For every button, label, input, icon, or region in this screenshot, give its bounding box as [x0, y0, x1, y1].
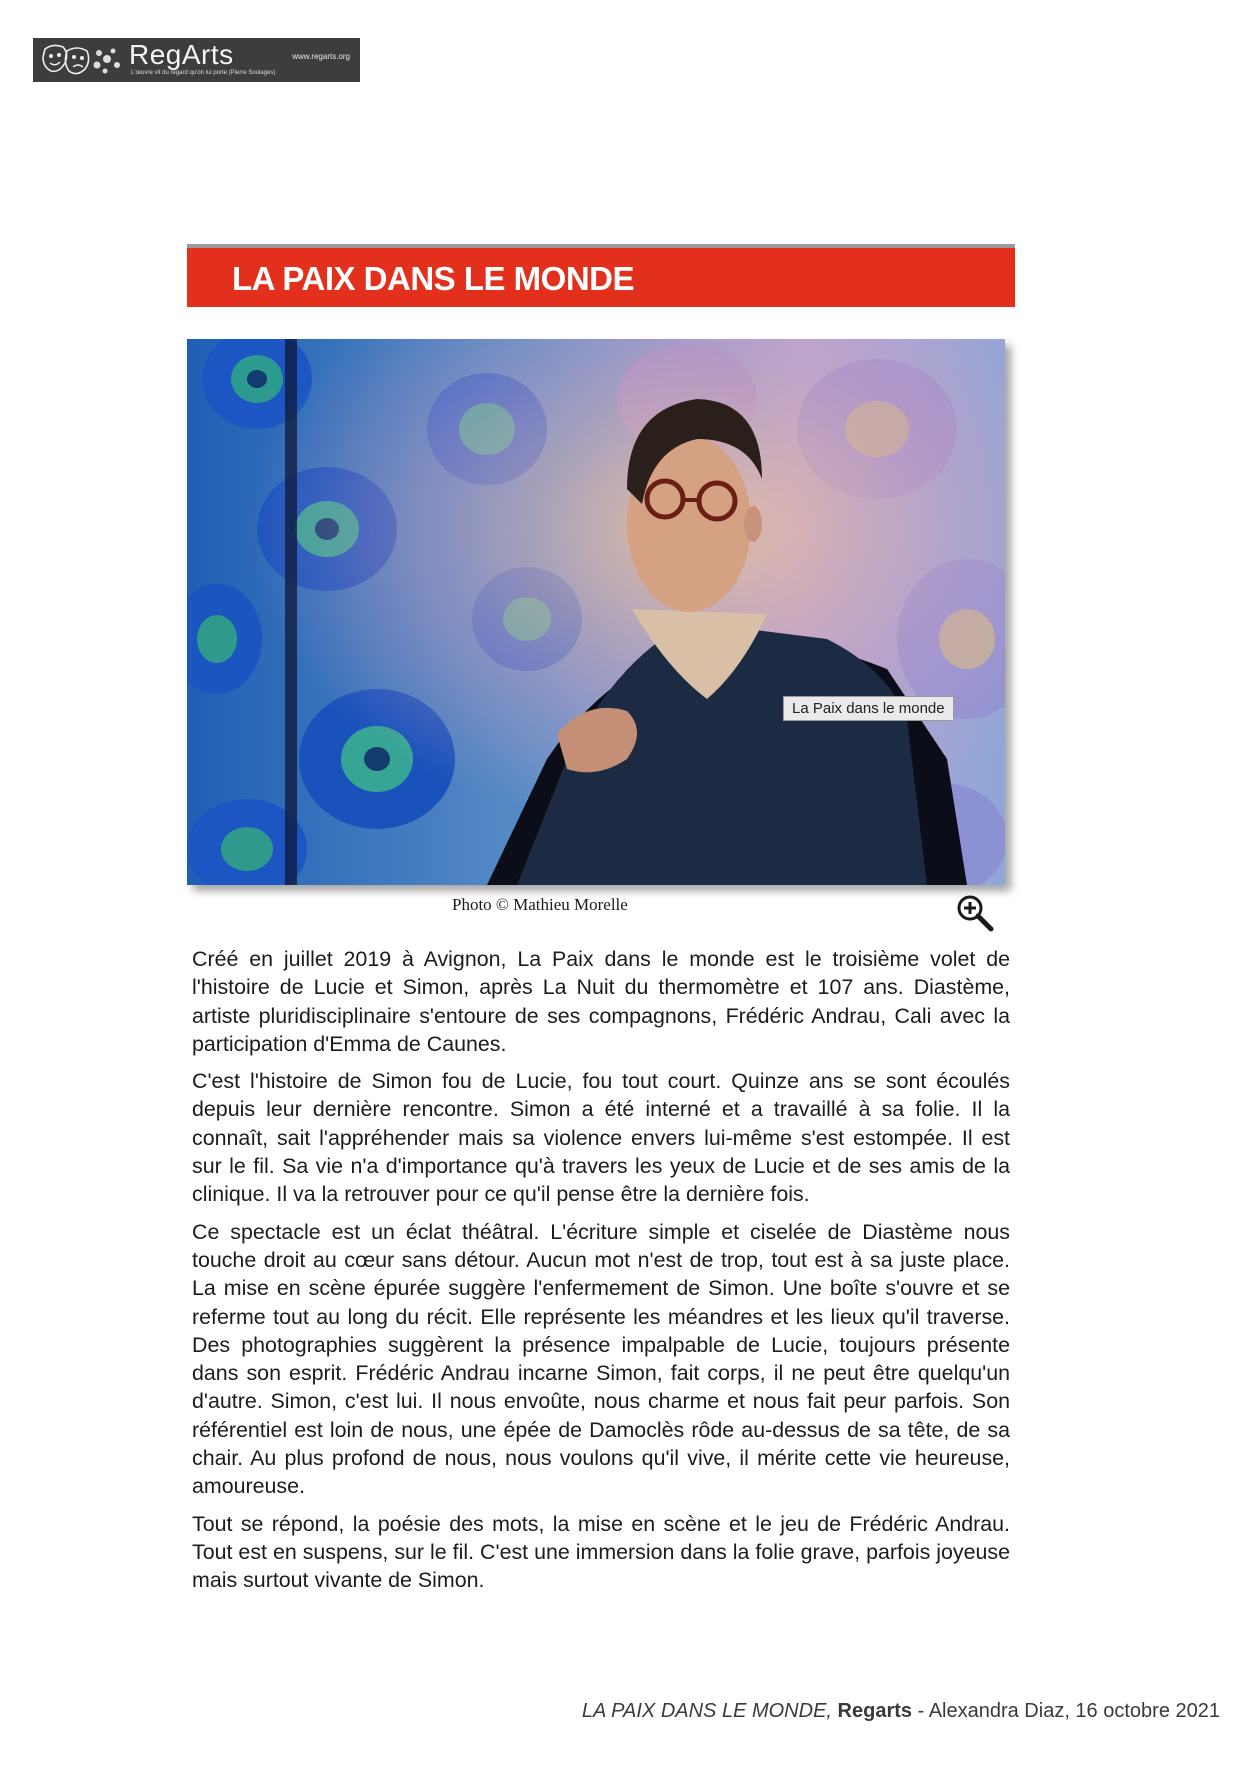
theater-masks-logo-icon [39, 41, 125, 79]
citation-byline: - Alexandra Diaz, 16 octobre 2021 [917, 1700, 1220, 1722]
logo-brand-name: RegArts [129, 39, 234, 70]
zoom-in-icon[interactable] [955, 893, 995, 933]
article-paragraph: Tout se répond, la poésie des mots, la mise en scène et le jeu de Frédéric Andrau. Tout est en suspens, sur le fil. C'est une immersion dans la folie grave, parfois joyeuse mais surtout vivante de Simon. [192, 1511, 1010, 1593]
article-title: LA PAIX DANS LE MONDE [232, 260, 635, 297]
article-body [192, 945, 1010, 1604]
photo-caption-tooltip: La Paix dans le monde [783, 696, 954, 721]
article-paragraph: C'est l'histoire de Simon fou de Lucie, fou tout court. Quinze ans se sont écoulés depuis leur dernière rencontre. Simon a été interné et a travaillé à sa folie. Il la connaît, sait l'appréhender mais sa violence envers lui-même s'est estompée. Il est sur le fil. Sa vie n'a d'importance qu'à travers les yeux de Lucie et de ses amis de la clinique. Il va la retrouver pour ce qu'il pense être la dernière fois. [192, 1069, 1010, 1207]
logo-text-block [125, 38, 354, 82]
photo-credit: Photo © Mathieu Morelle [452, 895, 628, 914]
site-logo-banner[interactable] [33, 38, 360, 82]
article-title-bar [187, 244, 1015, 307]
footer-citation [582, 1700, 1220, 1723]
citation-title: LA PAIX DANS LE MONDE, [581, 1700, 832, 1722]
actor-portrait-image [187, 339, 1005, 885]
article-photo[interactable] [187, 339, 1005, 885]
logo-tagline: L'œuvre vit du regard qu'on lui porte (Pierre Soulages) [131, 70, 276, 76]
logo-url[interactable]: www.regarts.org [292, 52, 350, 61]
article-paragraph: Ce spectacle est un éclat théâtral. L'écriture simple et ciselée de Diastème nous touche droit au cœur sans détour. Aucun mot n'est de trop, tout est à sa juste place. La mise en scène épurée suggère l'enfermement de Simon. Une boîte s'ouvre et se referme tout au long du récit. Elle représente les méandres et les lieux qu'il traverse. Des photographies suggèrent la présence impalpable de Lucie, toujours présente dans son esprit. Frédéric Andrau incarne Simon, fait corps, il ne peut être quelqu'un d'autre. Simon, c'est lui. Il nous envoûte, nous charme et nous fait peur parfois. Son référentiel est loin de nous, une épée de Damoclès rôde au-dessus de sa tête, de sa chair. Au plus profond de nous, nous voulons qu'il vive, il mérite cette vie heureuse, amoureuse. [192, 1219, 1010, 1499]
article-paragraph: Créé en juillet 2019 à Avignon, La Paix dans le monde est le troisième volet de l'histoire de Lucie et Simon, après La Nuit du thermomètre et 107 ans. Diastème, artiste pluridisciplinaire s'entoure de ses compagnons, Frédéric Andrau, Cali avec la participation d'Emma de Caunes. [192, 947, 1010, 1056]
citation-source: Regarts [837, 1700, 913, 1722]
